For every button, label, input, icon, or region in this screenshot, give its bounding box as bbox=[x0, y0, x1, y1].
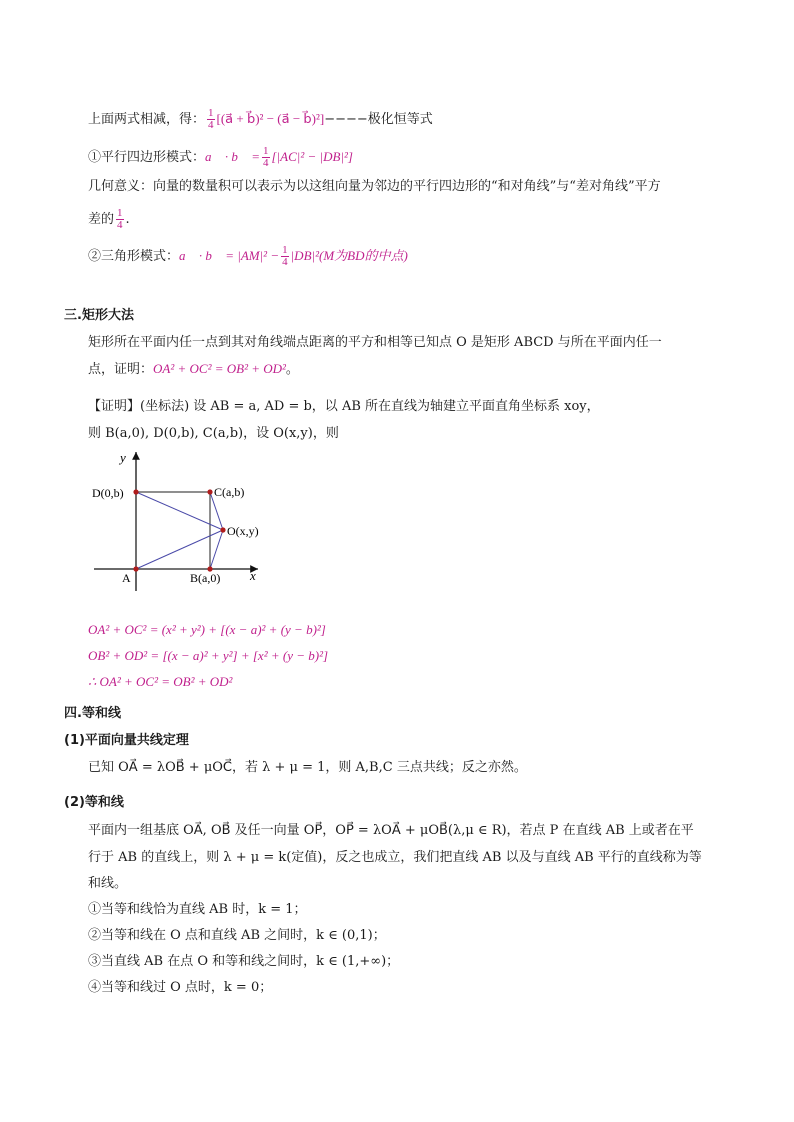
equation-3: ∴ OA² + OC² = OB² + OD² bbox=[88, 674, 233, 689]
label-d: D(0,b) bbox=[92, 486, 124, 500]
list-item: ①当等和线恰为直线 AB 时，k = 1； bbox=[88, 902, 307, 917]
section-3-title: 三.矩形大法 bbox=[64, 308, 134, 323]
polar-prefix: 上面两式相减，得： bbox=[88, 112, 206, 127]
subsection-2-title: (2)等和线 bbox=[64, 795, 124, 810]
point-a bbox=[133, 566, 138, 571]
tri-lhs: a⃗ · b⃗ = |AM|² − bbox=[179, 248, 280, 263]
geometric-meaning-2: 差的 $\frac{1}{4}$ . bbox=[88, 207, 130, 231]
subsection-1-title: (1)平面向量共线定理 bbox=[64, 733, 189, 748]
point-c bbox=[207, 489, 212, 494]
proof-line2: 则 B(a,0), D(0,b), C(a,b)，设 O(x,y)，则 bbox=[88, 426, 339, 441]
rectangle-figure bbox=[86, 446, 286, 596]
sec3-line1: 矩形所在平面内任一点到其对角线端点距离的平方和相等已知点 O 是矩形 ABCD 与所在平面内任一 bbox=[88, 335, 662, 350]
label-c: C(a,b) bbox=[214, 485, 245, 499]
para-lhs: a⃗ · b⃗ = bbox=[205, 149, 261, 164]
polarization-line bbox=[88, 108, 433, 131]
equation-2: OB² + OD² = [(x − a)² + y²] + [x² + (y − b)²] bbox=[88, 648, 329, 663]
rectangle-abcd bbox=[136, 492, 210, 569]
point-o bbox=[220, 527, 225, 532]
x-label: x bbox=[250, 568, 256, 583]
polar-suffix: −−−−极化恒等式 bbox=[324, 112, 433, 127]
label-a: A bbox=[122, 571, 131, 585]
equation-1: OA² + OC² = (x² + y²) + [(x − a)² + (y − b)²] bbox=[88, 622, 326, 637]
label-o: O(x,y) bbox=[227, 524, 259, 538]
fraction: $\frac{1}{4}$ bbox=[117, 207, 123, 231]
sub2-line1: 平面内一组基底 OA⃗, OB⃗ 及任一向量 OP⃗，OP⃗ = λOA⃗ + μOB⃗(λ,μ ∈ R)，若点 P 在直线 AB 上或者在平 bbox=[88, 823, 694, 838]
para-rhs: [|AC|² − |DB|²] bbox=[271, 149, 353, 164]
section-4-title: 四.等和线 bbox=[64, 706, 121, 721]
fraction: $\frac{1}{4}$ bbox=[263, 145, 269, 169]
sub2-line3: 和线。 bbox=[88, 876, 128, 891]
list-item: ③当直线 AB 在点 O 和等和线之间时，k ∈ (1,+∞)； bbox=[88, 954, 400, 969]
fraction: $\frac{1}{4}$ bbox=[282, 244, 288, 268]
label-b: B(a,0) bbox=[190, 571, 221, 585]
sec3-line2: 点，证明：OA² + OC² = OB² + OD²。 bbox=[88, 361, 299, 377]
polar-expr: [(a⃗ + b⃗)² − (a⃗ − b⃗)²] bbox=[216, 111, 325, 126]
y-label: y bbox=[120, 450, 126, 465]
tri-label: ②三角形模式： bbox=[88, 249, 180, 264]
line-bo bbox=[210, 530, 223, 569]
sub2-line2: 行于 AB 的直线上，则 λ + μ = k(定值)，反之也成立，我们把直线 AB 以及与直线 AB 平行的直线称为等 bbox=[88, 850, 702, 865]
para-label: ①平行四边形模式： bbox=[88, 150, 206, 165]
list-item: ④当等和线过 O 点时，k = 0； bbox=[88, 980, 273, 995]
parallelogram-mode bbox=[88, 146, 353, 169]
proof-line1: 【证明】(坐标法) 设 AB = a, AD = b，以 AB 所在直线为轴建立平面直角坐标系 xoy， bbox=[88, 399, 600, 414]
point-d bbox=[133, 489, 138, 494]
fraction: $\frac{1}{4}$ bbox=[208, 107, 214, 131]
triangle-mode bbox=[88, 245, 408, 268]
list-item: ②当等和线在 O 点和直线 AB 之间时，k ∈ (0,1)； bbox=[88, 928, 386, 943]
sec3-identity: OA² + OC² = OB² + OD² bbox=[153, 361, 286, 376]
geometric-meaning-1: 几何意义：向量的数量积可以表示为以这组向量为邻边的平行四边形的“和对角线”与“差对角线”平方 bbox=[88, 179, 661, 194]
tri-rhs: |DB|²(M为BD的中点) bbox=[290, 248, 408, 263]
collinear-theorem: 已知 OA⃗ = λOB⃗ + μOC⃗，若 λ + μ = 1，则 A,B,C 三点共线；反之亦然。 bbox=[88, 760, 527, 775]
